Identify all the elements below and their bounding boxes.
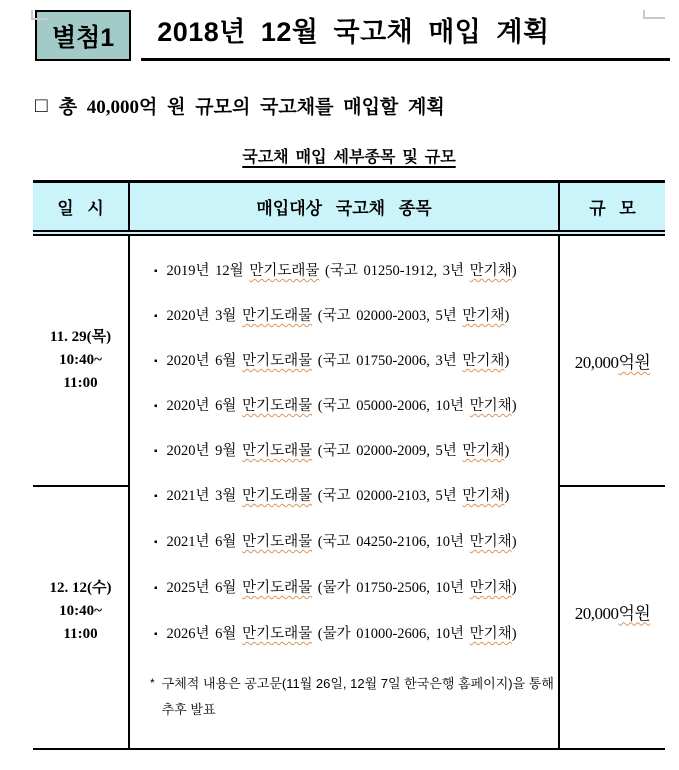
table-row [33,474,665,748]
bond-list-2 [130,474,560,748]
amount-text: 20,000억원 [574,603,651,623]
page-title: 2018년 12월 국고채 매입 계획 [141,10,670,61]
bullet-square-icon: ▪ [154,629,158,640]
bond-item-text: 2019년 12월 만기도래물 (국고 01250-1912, 3년 만기채) [166,263,517,279]
bond-item-text: 2026년 6월 만기도래물 (물가 01000-2606, 10년 만기채) [166,626,517,642]
table-header-row [33,183,665,236]
amount-2 [560,474,665,748]
date-line: 12. 12(수) [49,579,112,596]
column-header-bonds: 매입대상 국고채 종목 [130,183,560,230]
square-box-icon: □ [35,93,48,117]
bullet-square-icon: ▪ [154,356,158,367]
attachment-badge: 별첨1 [35,10,131,61]
bullet-square-icon: ▪ [154,266,158,277]
page-corner-mark-top-right [643,10,665,19]
bond-item-text: 2020년 3월 만기도래물 (국고 02000-2003, 5년 만기채) [166,308,510,324]
list-item [154,397,558,416]
bond-item-text: 2021년 3월 만기도래물 (국고 02000-2103, 5년 만기채) [166,488,510,504]
bond-item-text: 2020년 6월 만기도래물 (국고 01750-2006, 3년 만기채) [166,353,510,369]
summary-line [35,92,679,119]
bullet-square-icon: ▪ [154,537,158,548]
bond-list-1 [130,236,560,487]
footnote-text: 구체적 내용은 공고문(11월 26일, 12월 7일 한국은행 홈페이지)을 통해 추후 발표 [161,676,554,717]
list-item [154,262,558,281]
list-item [154,625,558,644]
list-item [154,487,558,506]
bond-purchase-table [33,180,665,750]
bullet-square-icon: ▪ [154,583,158,594]
bond-item-text: 2025년 6월 만기도래물 (물가 01750-2506, 10년 만기채) [166,580,517,596]
list-item [154,442,558,461]
asterisk-icon: * [150,676,155,690]
bullet-square-icon: ▪ [154,446,158,457]
bullet-square-icon: ▪ [154,491,158,502]
list-item [154,579,558,598]
table-caption [33,144,665,167]
page-corner-mark-top-left [31,10,48,20]
amount-text: 20,000억원 [574,353,651,372]
auction-date-2 [33,474,130,748]
bond-item-text: 2020년 6월 만기도래물 (국고 05000-2006, 10년 만기채) [166,398,517,414]
auction-date-1 [33,236,130,487]
table-caption-text: 국고채 매입 세부종목 및 규모 [242,149,456,166]
list-item [154,533,558,552]
list-item [154,352,558,371]
summary-text: 총 40,000억 원 규모의 국고채를 매입할 계획 [58,97,445,118]
date-line: 11. 29(목) [49,329,112,345]
column-header-date: 일 시 [33,183,130,230]
date-line: 11:00 [63,375,98,391]
date-line: 10:40~ [59,352,102,368]
list-item [154,307,558,326]
bond-item-text: 2021년 6월 만기도래물 (국고 04250-2106, 10년 만기채) [166,534,517,550]
bullet-square-icon: ▪ [154,401,158,412]
date-line: 11:00 [63,625,98,642]
footnote [150,671,558,723]
date-line: 10:40~ [59,602,102,619]
bullet-square-icon: ▪ [154,311,158,322]
column-header-amount: 규 모 [589,199,636,218]
bond-item-text: 2020년 9월 만기도래물 (국고 02000-2009, 5년 만기채) [166,443,510,459]
amount-1 [560,236,665,487]
document-header [35,10,670,61]
table-row [33,236,665,474]
